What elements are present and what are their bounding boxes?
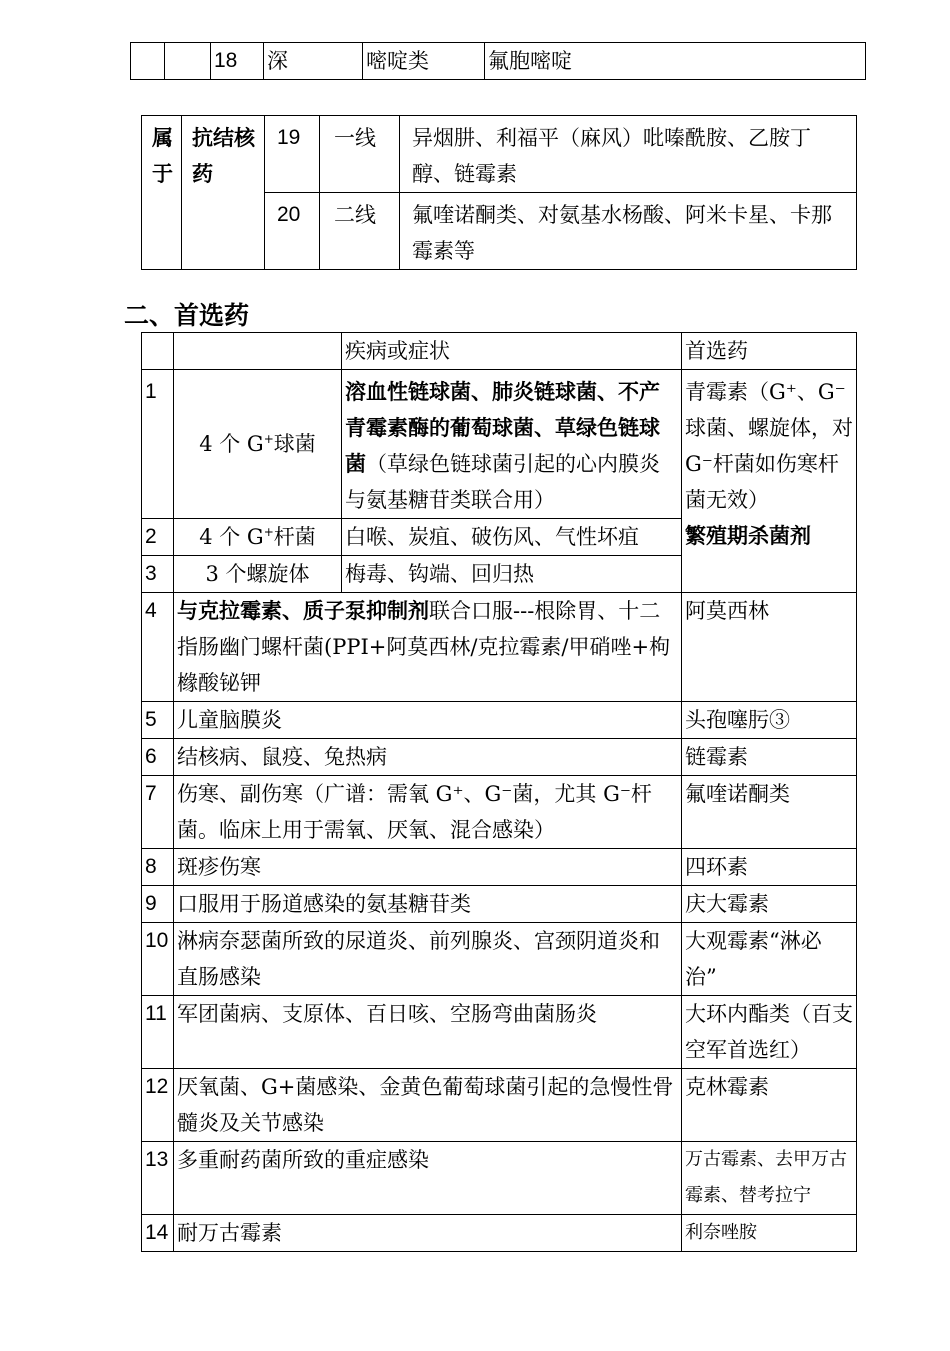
cell-disease xyxy=(174,593,682,702)
disease-note: （草绿色链球菌引起的心内膜炎与氨基糖苷类联合用） xyxy=(345,452,660,512)
cell-drug: 链霉素 xyxy=(682,739,857,776)
row-number: 9 xyxy=(142,886,174,923)
cell-class: 抗结核药 xyxy=(182,116,265,270)
cell-disease: 厌氧菌、G+菌感染、金黄色葡萄球菌引起的急慢性骨髓炎及关节感染 xyxy=(174,1069,682,1142)
row-number: 12 xyxy=(142,1069,174,1142)
row-number: 6 xyxy=(142,739,174,776)
header-group xyxy=(174,333,342,370)
row-number: 3 xyxy=(142,556,174,593)
cell-drug: 阿莫西林 xyxy=(682,593,857,702)
disease-bold: 溶血性链球菌、肺炎链球菌、不产青霉素酶的葡萄球菌、草绿色链球菌 xyxy=(345,379,660,476)
drug-note: 繁殖期杀菌剂 xyxy=(685,523,811,548)
cell-blank xyxy=(131,43,165,80)
cell-group: 属于 xyxy=(142,116,182,270)
table-antituberculosis xyxy=(141,115,857,270)
cell-disease: 耐万古霉素 xyxy=(174,1215,682,1252)
cell-blank xyxy=(165,43,211,80)
cell-drug xyxy=(682,370,857,593)
group-text: 4 个 G xyxy=(199,525,264,549)
cell-disease: 口服用于肠道感染的氨基糖苷类 xyxy=(174,886,682,923)
table-header-row xyxy=(142,333,857,370)
table-row xyxy=(142,370,857,519)
group-text: 4 个 G xyxy=(199,432,264,456)
table-row xyxy=(142,923,857,996)
row-number: 19 xyxy=(265,116,320,193)
row-number: 11 xyxy=(142,996,174,1069)
table-row xyxy=(142,116,857,193)
row-number: 4 xyxy=(142,593,174,702)
row-number: 8 xyxy=(142,849,174,886)
row-number: 5 xyxy=(142,702,174,739)
cell-line: 二线 xyxy=(320,193,400,270)
row-number: 13 xyxy=(142,1142,174,1215)
row-number: 7 xyxy=(142,776,174,849)
cell-drug: 大观霉素“淋必治” xyxy=(682,923,857,996)
section-title: 二、首选药 xyxy=(124,301,250,330)
cell-drug: 万古霉素、去甲万古霉素、替考拉宁 xyxy=(682,1142,857,1215)
cell-disease xyxy=(342,370,682,519)
row-number: 20 xyxy=(265,193,320,270)
table-row xyxy=(131,43,866,80)
group-text: 杆菌 xyxy=(273,525,316,549)
row-number: 2 xyxy=(142,519,174,556)
cell-line: 一线 xyxy=(320,116,400,193)
table-antifungal xyxy=(130,42,866,80)
cell-disease: 斑疹伤寒 xyxy=(174,849,682,886)
cell-group xyxy=(174,370,342,519)
row-number: 1 xyxy=(142,370,174,519)
row-number: 10 xyxy=(142,923,174,996)
cell-drug: 克林霉素 xyxy=(682,1069,857,1142)
row-number: 14 xyxy=(142,1215,174,1252)
table-row xyxy=(142,1215,857,1252)
cell-group: 3 个螺旋体 xyxy=(174,556,342,593)
cell-drug: 利奈唑胺 xyxy=(682,1215,857,1252)
cell-disease: 伤寒、副伤寒（广谱：需氧 G⁺、G⁻菌，尤其 G⁻杆菌。临床上用于需氧、厌氧、混合感染） xyxy=(174,776,682,849)
drug-name: 青霉素（G⁺、G⁻球菌、螺旋体，对 G⁻杆菌如伤寒杆菌无效） xyxy=(685,380,853,512)
table-row xyxy=(142,1069,857,1142)
disease-note: 联合口服---根除胃、十二指肠幽门螺杆菌(PPI+阿莫西林/克拉霉素/甲硝唑+枸橼酸铋钾 xyxy=(177,599,671,695)
cell-disease: 结核病、鼠疫、兔热病 xyxy=(174,739,682,776)
cell-drugs: 氟喹诺酮类、对氨基水杨酸、阿米卡星、卡那霉素等 xyxy=(400,193,857,270)
group-sup: + xyxy=(263,525,274,539)
table-row xyxy=(142,593,857,702)
cell-drug: 大环内酯类（百支空军首选红） xyxy=(682,996,857,1069)
cell-drug: 氟喹诺酮类 xyxy=(682,776,857,849)
table-row xyxy=(142,1142,857,1215)
table-row xyxy=(142,739,857,776)
table-body xyxy=(142,702,857,1252)
table-row xyxy=(142,776,857,849)
cell-level: 深 xyxy=(264,43,363,80)
cell-drug: 头孢噻肟③ xyxy=(682,702,857,739)
cell-group xyxy=(174,519,342,556)
row-number: 18 xyxy=(211,43,264,80)
header-num xyxy=(142,333,174,370)
disease-bold: 与克拉霉素、质子泵抑制剂 xyxy=(177,598,429,623)
cell-drug: 氟胞嘧啶 xyxy=(485,43,866,80)
cell-disease: 白喉、炭疽、破伤风、气性坏疽 xyxy=(342,519,682,556)
table-row xyxy=(142,849,857,886)
table-row xyxy=(142,702,857,739)
table-first-choice-drugs xyxy=(141,332,857,1252)
table-row xyxy=(142,996,857,1069)
cell-drug: 四环素 xyxy=(682,849,857,886)
table-row xyxy=(142,886,857,923)
cell-disease: 梅毒、钩端、回归热 xyxy=(342,556,682,593)
cell-drug: 庆大霉素 xyxy=(682,886,857,923)
header-disease: 疾病或症状 xyxy=(342,333,682,370)
cell-disease: 淋病奈瑟菌所致的尿道炎、前列腺炎、宫颈阴道炎和直肠感染 xyxy=(174,923,682,996)
header-drug: 首选药 xyxy=(682,333,857,370)
group-sup: + xyxy=(263,432,274,446)
cell-category: 嘧啶类 xyxy=(363,43,485,80)
cell-drugs: 异烟肼、利福平（麻风）吡嗪酰胺、乙胺丁醇、链霉素 xyxy=(400,116,857,193)
cell-disease: 儿童脑膜炎 xyxy=(174,702,682,739)
cell-disease: 军团菌病、支原体、百日咳、空肠弯曲菌肠炎 xyxy=(174,996,682,1069)
group-text: 球菌 xyxy=(273,432,316,456)
cell-disease: 多重耐药菌所致的重症感染 xyxy=(174,1142,682,1215)
